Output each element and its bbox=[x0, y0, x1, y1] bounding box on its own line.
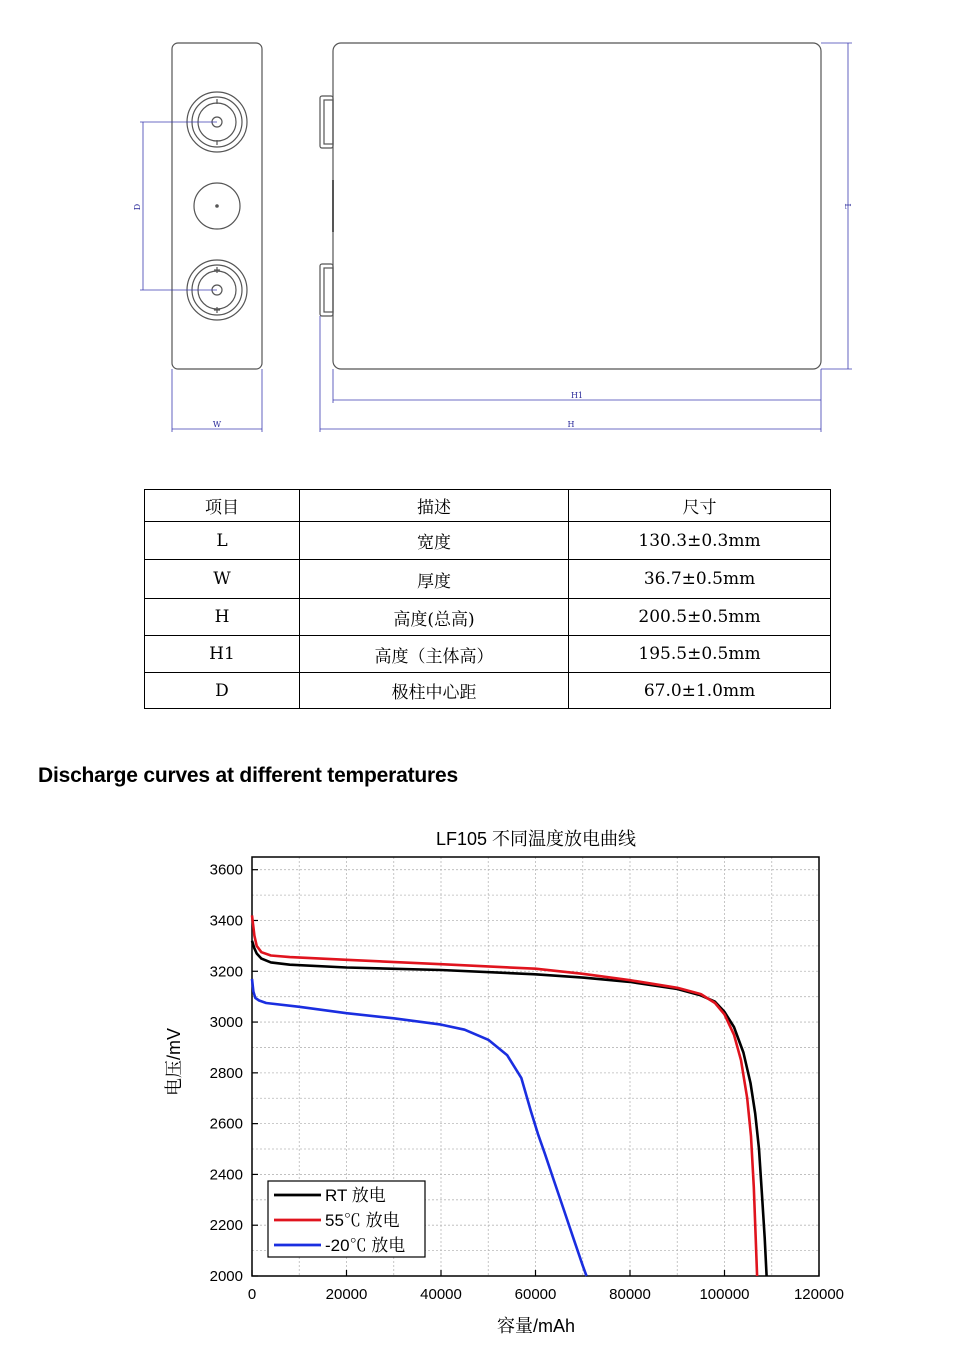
y-tick-label: 2600 bbox=[209, 1115, 243, 1133]
x-tick-label: 60000 bbox=[514, 1286, 557, 1303]
y-tick-label: 3000 bbox=[209, 1014, 243, 1032]
header-size: 尺寸 bbox=[569, 490, 831, 522]
row-size: 195.5±0.5mm bbox=[569, 636, 831, 673]
dim-label-h: H bbox=[567, 420, 575, 429]
row-description: 极柱中心距 bbox=[300, 673, 569, 709]
table-header-row bbox=[145, 490, 831, 522]
cell-dimension-drawing bbox=[0, 0, 960, 460]
x-tick-label: 40000 bbox=[420, 1286, 462, 1303]
row-size: 130.3±0.3mm bbox=[569, 522, 831, 560]
table-row bbox=[145, 560, 831, 599]
legend-label-1: 55℃ 放电 bbox=[325, 1211, 400, 1230]
cell-front-view-outline bbox=[333, 43, 821, 369]
row-description: 高度（主体高） bbox=[300, 636, 569, 673]
dim-label-w: W bbox=[212, 420, 222, 429]
y-axis-label: 电压/mV bbox=[164, 1027, 184, 1097]
section-heading: Discharge curves at different temperatures bbox=[38, 764, 458, 787]
legend-label-0: RT 放电 bbox=[325, 1186, 386, 1205]
row-size: 200.5±0.5mm bbox=[569, 599, 831, 636]
table-row bbox=[145, 599, 831, 636]
x-tick-label: 100000 bbox=[699, 1286, 750, 1303]
x-tick-label: 0 bbox=[247, 1286, 257, 1303]
row-item: W bbox=[145, 560, 300, 599]
x-axis-label: 容量/mAh bbox=[496, 1316, 576, 1336]
x-tick-label: 20000 bbox=[325, 1286, 368, 1303]
y-tick-label: 2400 bbox=[209, 1166, 243, 1184]
row-item: D bbox=[145, 673, 300, 709]
table-row bbox=[145, 522, 831, 560]
chart-title: LF105 不同温度放电曲线 bbox=[435, 829, 637, 849]
discharge-curve-chart bbox=[0, 815, 960, 1354]
header-description: 描述 bbox=[300, 490, 569, 522]
row-description: 宽度 bbox=[300, 522, 569, 560]
x-tick-label: 80000 bbox=[609, 1286, 651, 1303]
row-size: 36.7±0.5mm bbox=[569, 560, 831, 599]
table-row bbox=[145, 673, 831, 709]
dim-label-h1: H1 bbox=[570, 391, 584, 400]
header-item: 项目 bbox=[145, 490, 300, 522]
legend-label-2: -20℃ 放电 bbox=[325, 1236, 406, 1255]
y-tick-label: 2200 bbox=[209, 1217, 243, 1235]
row-description: 厚度 bbox=[300, 560, 569, 599]
dim-label-d: D bbox=[133, 203, 142, 211]
row-description: 高度(总高) bbox=[300, 599, 569, 636]
y-tick-label: 3600 bbox=[209, 861, 243, 879]
y-tick-label: 2800 bbox=[209, 1064, 243, 1082]
y-tick-label: 3200 bbox=[209, 963, 243, 981]
row-item: H1 bbox=[145, 636, 300, 673]
row-item: H bbox=[145, 599, 300, 636]
y-tick-label: 3400 bbox=[209, 912, 243, 930]
row-item: L bbox=[145, 522, 300, 560]
row-size: 67.0±1.0mm bbox=[569, 673, 831, 709]
y-tick-label: 2000 bbox=[209, 1268, 243, 1285]
dimension-spec-table bbox=[144, 489, 831, 709]
x-tick-label: 120000 bbox=[793, 1286, 845, 1303]
dim-label-l: L bbox=[843, 203, 852, 209]
table-row bbox=[145, 636, 831, 673]
